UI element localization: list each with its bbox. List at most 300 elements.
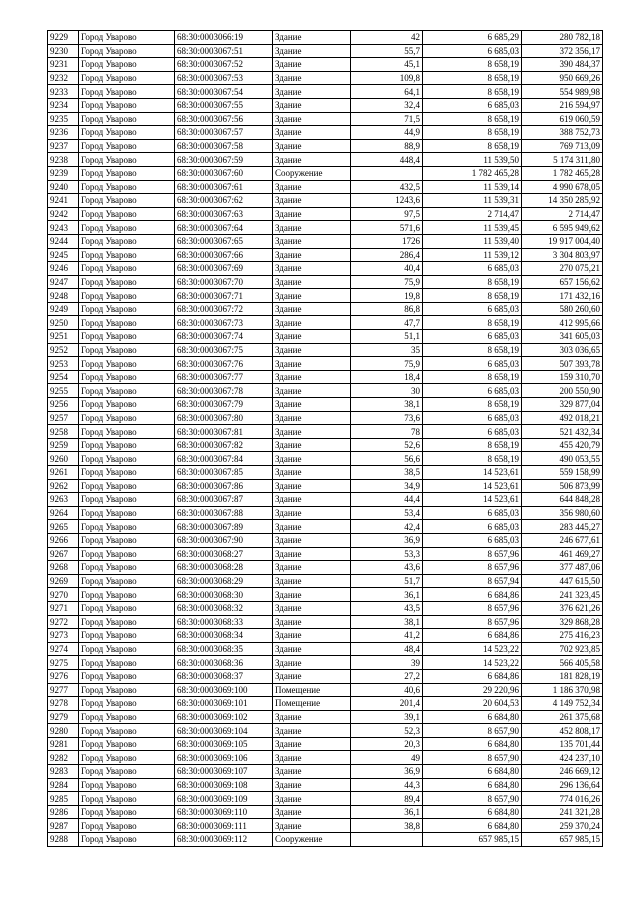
table-row [48,411,603,425]
area-cell: 71,5 [351,112,423,126]
city-cell: Город Уварово [79,207,175,221]
cadastral-number-cell: 68:30:0003067:62 [175,194,273,208]
row-number-cell: 9253 [48,357,79,371]
row-number-cell: 9281 [48,737,79,751]
city-cell: Город Уварово [79,724,175,738]
area-cell: 73,6 [351,411,423,425]
cadastral-value-cell: 259 370,24 [522,819,603,833]
object-type-cell: Здание [273,656,351,670]
area-cell: 52,6 [351,438,423,452]
object-type-cell: Здание [273,85,351,99]
area-cell: 43,6 [351,561,423,575]
unit-value-cell: 6 685,29 [423,31,522,45]
city-cell: Город Уварово [79,194,175,208]
cadastral-number-cell: 68:30:0003067:88 [175,506,273,520]
table-row [48,452,603,466]
cadastral-number-cell: 68:30:0003067:54 [175,85,273,99]
object-type-cell: Здание [273,302,351,316]
object-type-cell: Здание [273,275,351,289]
area-cell: 42,4 [351,520,423,534]
object-type-cell: Здание [273,642,351,656]
city-cell: Город Уварово [79,615,175,629]
row-number-cell: 9243 [48,221,79,235]
cadastral-value-cell: 2 714,47 [522,207,603,221]
cadastral-value-cell: 5 174 311,80 [522,153,603,167]
cadastral-number-cell: 68:30:0003067:72 [175,302,273,316]
cadastral-number-cell: 68:30:0003067:74 [175,330,273,344]
table-row [48,710,603,724]
row-number-cell: 9259 [48,438,79,452]
row-number-cell: 9246 [48,262,79,276]
object-type-cell: Здание [273,506,351,520]
unit-value-cell: 8 658,19 [423,126,522,140]
row-number-cell: 9288 [48,833,79,847]
row-number-cell: 9230 [48,44,79,58]
city-cell: Город Уварово [79,330,175,344]
row-number-cell: 9277 [48,683,79,697]
object-type-cell: Здание [273,533,351,547]
city-cell: Город Уварово [79,792,175,806]
unit-value-cell: 8 658,19 [423,398,522,412]
cadastral-value-cell: 303 036,65 [522,343,603,357]
city-cell: Город Уварово [79,737,175,751]
unit-value-cell: 8 657,90 [423,724,522,738]
city-cell: Город Уварово [79,520,175,534]
table-row [48,792,603,806]
unit-value-cell: 29 220,96 [423,683,522,697]
city-cell: Город Уварово [79,384,175,398]
object-type-cell: Здание [273,737,351,751]
row-number-cell: 9236 [48,126,79,140]
cadastral-value-cell: 241 323,45 [522,588,603,602]
table-row [48,601,603,615]
city-cell: Город Уварово [79,139,175,153]
unit-value-cell: 20 604,53 [423,697,522,711]
row-number-cell: 9238 [48,153,79,167]
unit-value-cell: 8 657,96 [423,601,522,615]
unit-value-cell: 8 658,19 [423,438,522,452]
city-cell: Город Уварово [79,112,175,126]
table-row [48,819,603,833]
cadastral-value-cell: 329 868,28 [522,615,603,629]
table-row [48,398,603,412]
table-row [48,248,603,262]
area-cell: 42 [351,31,423,45]
city-cell: Город Уварово [79,289,175,303]
city-cell: Город Уварово [79,425,175,439]
row-number-cell: 9234 [48,98,79,112]
row-number-cell: 9264 [48,506,79,520]
cadastral-number-cell: 68:30:0003068:28 [175,561,273,575]
cadastral-value-cell: 14 350 285,92 [522,194,603,208]
unit-value-cell: 6 684,86 [423,588,522,602]
city-cell: Город Уварово [79,316,175,330]
row-number-cell: 9263 [48,493,79,507]
object-type-cell: Здание [273,778,351,792]
area-cell: 39 [351,656,423,670]
area-cell: 89,4 [351,792,423,806]
table-row [48,357,603,371]
cadastral-number-cell: 68:30:0003067:87 [175,493,273,507]
object-type-cell: Здание [273,765,351,779]
object-type-cell: Здание [273,724,351,738]
cadastral-value-cell: 19 917 004,40 [522,234,603,248]
unit-value-cell: 8 657,96 [423,547,522,561]
row-number-cell: 9255 [48,384,79,398]
cadastral-number-cell: 68:30:0003069:102 [175,710,273,724]
cadastral-value-cell: 171 432,16 [522,289,603,303]
unit-value-cell: 6 684,86 [423,629,522,643]
object-type-cell: Здание [273,792,351,806]
row-number-cell: 9269 [48,574,79,588]
row-number-cell: 9280 [48,724,79,738]
area-cell: 19,8 [351,289,423,303]
cadastral-number-cell: 68:30:0003067:60 [175,166,273,180]
unit-value-cell: 8 657,96 [423,561,522,575]
cadastral-number-cell: 68:30:0003067:63 [175,207,273,221]
cadastral-number-cell: 68:30:0003067:89 [175,520,273,534]
row-number-cell: 9266 [48,533,79,547]
city-cell: Город Уварово [79,71,175,85]
city-cell: Город Уварово [79,180,175,194]
cadastral-number-cell: 68:30:0003067:75 [175,343,273,357]
row-number-cell: 9250 [48,316,79,330]
row-number-cell: 9274 [48,642,79,656]
city-cell: Город Уварово [79,221,175,235]
city-cell: Город Уварово [79,669,175,683]
cadastral-value-cell: 159 310,70 [522,370,603,384]
area-cell: 97,5 [351,207,423,221]
cadastral-value-cell: 774 016,26 [522,792,603,806]
table-row [48,833,603,847]
table-body [48,31,603,847]
table-row [48,506,603,520]
unit-value-cell: 6 685,03 [423,98,522,112]
unit-value-cell: 14 523,61 [423,466,522,480]
object-type-cell: Помещение [273,697,351,711]
row-number-cell: 9248 [48,289,79,303]
area-cell: 55,7 [351,44,423,58]
city-cell: Город Уварово [79,656,175,670]
object-type-cell: Здание [273,452,351,466]
area-cell: 32,4 [351,98,423,112]
row-number-cell: 9229 [48,31,79,45]
cadastral-number-cell: 68:30:0003068:33 [175,615,273,629]
city-cell: Город Уварово [79,411,175,425]
cadastral-number-cell: 68:30:0003067:76 [175,357,273,371]
city-cell: Город Уварово [79,438,175,452]
table-row [48,724,603,738]
unit-value-cell: 8 658,19 [423,139,522,153]
area-cell: 64,1 [351,85,423,99]
area-cell: 86,8 [351,302,423,316]
area-cell: 571,6 [351,221,423,235]
cadastral-number-cell: 68:30:0003067:82 [175,438,273,452]
row-number-cell: 9245 [48,248,79,262]
table-row [48,330,603,344]
cadastral-number-cell: 68:30:0003068:30 [175,588,273,602]
area-cell: 44,4 [351,493,423,507]
cadastral-value-cell: 329 877,04 [522,398,603,412]
unit-value-cell: 14 523,61 [423,493,522,507]
row-number-cell: 9232 [48,71,79,85]
city-cell: Город Уварово [79,506,175,520]
city-cell: Город Уварово [79,833,175,847]
area-cell [351,166,423,180]
cadastral-number-cell: 68:30:0003068:29 [175,574,273,588]
city-cell: Город Уварово [79,778,175,792]
object-type-cell: Здание [273,221,351,235]
table-row [48,751,603,765]
unit-value-cell: 6 685,03 [423,506,522,520]
cadastral-number-cell: 68:30:0003067:64 [175,221,273,235]
table-row [48,370,603,384]
cadastral-value-cell: 461 469,27 [522,547,603,561]
city-cell: Город Уварово [79,561,175,575]
object-type-cell: Здание [273,479,351,493]
table-row [48,588,603,602]
table-row [48,425,603,439]
city-cell: Город Уварово [79,588,175,602]
area-cell: 35 [351,343,423,357]
city-cell: Город Уварово [79,452,175,466]
row-number-cell: 9233 [48,85,79,99]
row-number-cell: 9235 [48,112,79,126]
cadastral-number-cell: 68:30:0003067:65 [175,234,273,248]
row-number-cell: 9279 [48,710,79,724]
unit-value-cell: 6 685,03 [423,330,522,344]
table-row [48,642,603,656]
cadastral-number-cell: 68:30:0003067:84 [175,452,273,466]
row-number-cell: 9242 [48,207,79,221]
unit-value-cell: 6 684,80 [423,765,522,779]
object-type-cell: Здание [273,520,351,534]
area-cell: 43,5 [351,601,423,615]
cadastral-number-cell: 68:30:0003067:56 [175,112,273,126]
cadastral-number-cell: 68:30:0003069:105 [175,737,273,751]
table-row [48,561,603,575]
table-row [48,126,603,140]
cadastral-value-cell: 246 669,12 [522,765,603,779]
cadastral-number-cell: 68:30:0003069:112 [175,833,273,847]
cadastral-number-cell: 68:30:0003068:34 [175,629,273,643]
cadastral-value-cell: 644 848,28 [522,493,603,507]
object-type-cell: Здание [273,751,351,765]
row-number-cell: 9258 [48,425,79,439]
city-cell: Город Уварово [79,697,175,711]
object-type-cell: Здание [273,561,351,575]
row-number-cell: 9241 [48,194,79,208]
row-number-cell: 9278 [48,697,79,711]
object-type-cell: Здание [273,357,351,371]
row-number-cell: 9260 [48,452,79,466]
object-type-cell: Здание [273,248,351,262]
object-type-cell: Сооружение [273,166,351,180]
area-cell: 201,4 [351,697,423,711]
cadastral-number-cell: 68:30:0003068:36 [175,656,273,670]
table-row [48,683,603,697]
city-cell: Город Уварово [79,98,175,112]
cadastral-value-cell: 566 405,58 [522,656,603,670]
table-row [48,520,603,534]
unit-value-cell: 6 684,80 [423,710,522,724]
unit-value-cell: 11 539,12 [423,248,522,262]
cadastral-value-cell: 270 075,21 [522,262,603,276]
cadastral-value-cell: 412 995,66 [522,316,603,330]
cadastral-number-cell: 68:30:0003067:52 [175,58,273,72]
cadastral-value-cell: 769 713,09 [522,139,603,153]
area-cell: 38,5 [351,466,423,480]
object-type-cell: Здание [273,629,351,643]
city-cell: Город Уварово [79,85,175,99]
object-type-cell: Здание [273,289,351,303]
cadastral-number-cell: 68:30:0003069:110 [175,805,273,819]
cadastral-value-cell: 372 356,17 [522,44,603,58]
object-type-cell: Здание [273,425,351,439]
unit-value-cell: 11 539,40 [423,234,522,248]
row-number-cell: 9283 [48,765,79,779]
unit-value-cell: 6 685,03 [423,302,522,316]
cadastral-number-cell: 68:30:0003067:73 [175,316,273,330]
cadastral-number-cell: 68:30:0003066:19 [175,31,273,45]
table-row [48,316,603,330]
city-cell: Город Уварово [79,58,175,72]
table-row [48,805,603,819]
city-cell: Город Уварово [79,493,175,507]
cadastral-value-cell: 388 752,73 [522,126,603,140]
row-number-cell: 9244 [48,234,79,248]
object-type-cell: Здание [273,588,351,602]
table-row [48,466,603,480]
city-cell: Город Уварово [79,533,175,547]
area-cell: 75,9 [351,275,423,289]
object-type-cell: Здание [273,438,351,452]
cadastral-value-cell: 377 487,06 [522,561,603,575]
table-row [48,669,603,683]
city-cell: Город Уварово [79,629,175,643]
cadastral-number-cell: 68:30:0003067:51 [175,44,273,58]
object-type-cell: Здание [273,601,351,615]
area-cell: 1726 [351,234,423,248]
cadastral-value-cell: 1 782 465,28 [522,166,603,180]
area-cell: 45,1 [351,58,423,72]
unit-value-cell: 8 658,19 [423,370,522,384]
cadastral-value-cell: 554 989,98 [522,85,603,99]
cadastral-value-cell: 390 484,37 [522,58,603,72]
unit-value-cell: 6 685,03 [423,357,522,371]
cadastral-value-cell: 657 985,15 [522,833,603,847]
area-cell: 36,9 [351,765,423,779]
row-number-cell: 9271 [48,601,79,615]
unit-value-cell: 8 657,90 [423,751,522,765]
cadastral-number-cell: 68:30:0003068:32 [175,601,273,615]
unit-value-cell: 8 658,19 [423,452,522,466]
unit-value-cell: 6 684,80 [423,805,522,819]
city-cell: Город Уварово [79,357,175,371]
row-number-cell: 9272 [48,615,79,629]
cadastral-value-cell: 296 136,64 [522,778,603,792]
cadastral-number-cell: 68:30:0003067:61 [175,180,273,194]
area-cell: 38,1 [351,398,423,412]
object-type-cell: Здание [273,330,351,344]
city-cell: Город Уварово [79,153,175,167]
area-cell: 88,9 [351,139,423,153]
cadastral-value-cell: 275 416,23 [522,629,603,643]
unit-value-cell: 6 685,03 [423,384,522,398]
object-type-cell: Здание [273,262,351,276]
city-cell: Город Уварово [79,166,175,180]
row-number-cell: 9261 [48,466,79,480]
object-type-cell: Здание [273,207,351,221]
area-cell: 53,4 [351,506,423,520]
table-row [48,180,603,194]
cadastral-value-cell: 261 375,68 [522,710,603,724]
table-row [48,31,603,45]
row-number-cell: 9247 [48,275,79,289]
cadastral-value-cell: 506 873,99 [522,479,603,493]
unit-value-cell: 8 658,19 [423,275,522,289]
object-type-cell: Здание [273,139,351,153]
cadastral-number-cell: 68:30:0003067:70 [175,275,273,289]
unit-value-cell: 657 985,15 [423,833,522,847]
area-cell: 44,3 [351,778,423,792]
cadastral-value-cell: 283 445,27 [522,520,603,534]
area-cell: 30 [351,384,423,398]
area-cell: 51,1 [351,330,423,344]
object-type-cell: Здание [273,112,351,126]
cadastral-number-cell: 68:30:0003069:106 [175,751,273,765]
area-cell: 36,1 [351,805,423,819]
area-cell: 39,1 [351,710,423,724]
unit-value-cell: 8 657,96 [423,615,522,629]
area-cell: 20,3 [351,737,423,751]
area-cell: 44,9 [351,126,423,140]
cadastral-value-cell: 702 923,85 [522,642,603,656]
table-row [48,765,603,779]
object-type-cell: Здание [273,819,351,833]
cadastral-number-cell: 68:30:0003069:107 [175,765,273,779]
city-cell: Город Уварово [79,248,175,262]
area-cell: 286,4 [351,248,423,262]
city-cell: Город Уварово [79,574,175,588]
row-number-cell: 9252 [48,343,79,357]
table-row [48,194,603,208]
unit-value-cell: 6 685,03 [423,533,522,547]
city-cell: Город Уварово [79,370,175,384]
cadastral-number-cell: 68:30:0003068:35 [175,642,273,656]
area-cell: 36,9 [351,533,423,547]
city-cell: Город Уварово [79,398,175,412]
area-cell: 40,6 [351,683,423,697]
object-type-cell: Здание [273,615,351,629]
table-row [48,85,603,99]
unit-value-cell: 8 658,19 [423,85,522,99]
cadastral-value-cell: 580 260,60 [522,302,603,316]
city-cell: Город Уварово [79,234,175,248]
table-row [48,302,603,316]
city-cell: Город Уварово [79,44,175,58]
cadastral-number-cell: 68:30:0003069:111 [175,819,273,833]
object-type-cell: Здание [273,153,351,167]
cadastral-number-cell: 68:30:0003067:66 [175,248,273,262]
object-type-cell: Помещение [273,683,351,697]
cadastral-value-cell: 619 060,59 [522,112,603,126]
unit-value-cell: 8 658,19 [423,316,522,330]
city-cell: Город Уварово [79,642,175,656]
object-type-cell: Здание [273,316,351,330]
city-cell: Город Уварово [79,126,175,140]
cadastral-value-cell: 376 621,26 [522,601,603,615]
